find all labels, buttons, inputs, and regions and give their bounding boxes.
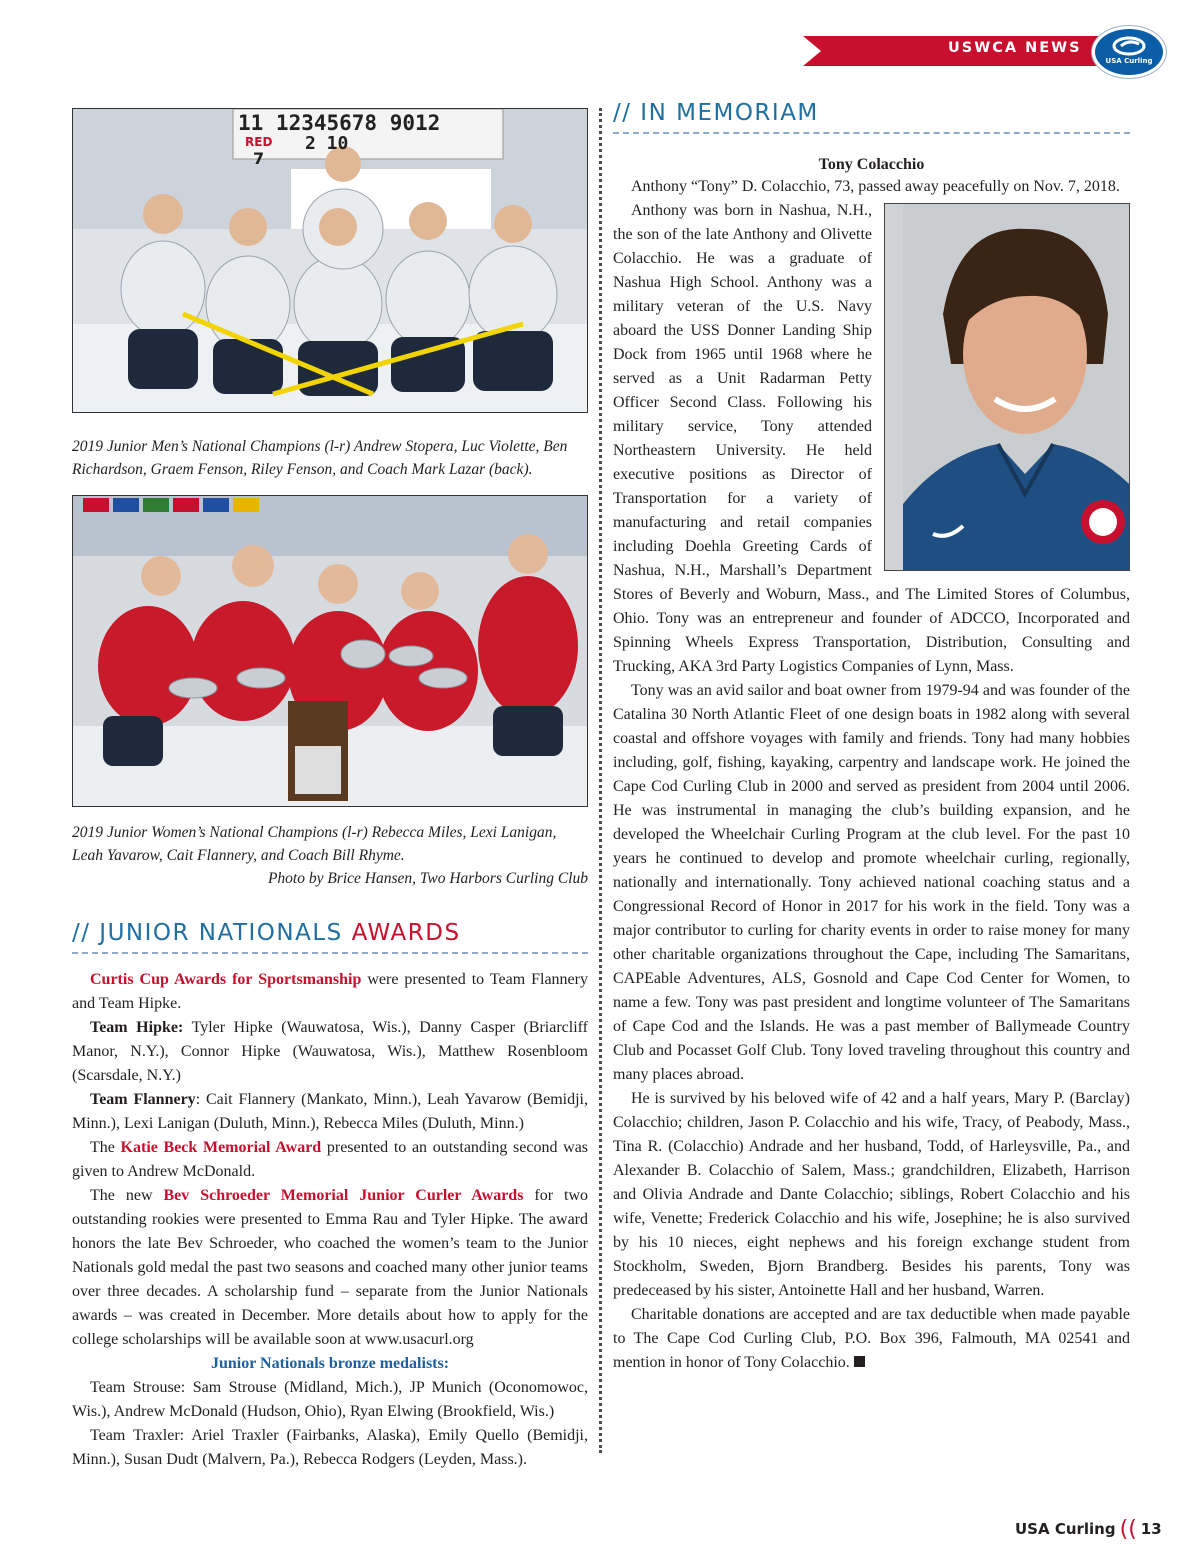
junior-men-caption: 2019 Junior Men’s National Champions (l-r) Andrew Stopera, Luc Violette, Ben Richardson, Graem Fenson, Riley Fenson, and Coach Mark Lazar (back). <box>72 438 568 478</box>
team-traxler-paragraph: Team Traxler: Ariel Traxler (Fairbanks, Alaska), Emily Quello (Bemidji, Minn.), Susan Dudt (Malvern, Pa.), Rebecca Rodgers (Leyden, Mass.). <box>72 1427 588 1468</box>
column-divider <box>599 108 602 1453</box>
section-label: USWCA NEWS <box>948 40 1082 56</box>
bronze-medalists-heading: Junior Nationals bronze medalists: <box>210 1355 450 1372</box>
left-column <box>72 108 588 1472</box>
curtis-cup-paragraph <box>72 968 588 1016</box>
tony-colacchio-portrait <box>884 203 1130 571</box>
obituary-paragraph-2 <box>613 199 1130 679</box>
curtis-cup-text: were presented to Team Flannery and Team Hipke. <box>72 971 588 1012</box>
in-memoriam-heading: // IN MEMORIAM <box>613 100 1130 134</box>
obituary-name: Tony Colacchio <box>818 156 925 173</box>
team-hipke-label: Team Hipke: <box>90 1019 184 1036</box>
team-flannery-paragraph <box>72 1088 588 1136</box>
page-number: 13 <box>1140 1520 1162 1538</box>
curtis-cup-label: Curtis Cup Awards for Sportsmanship <box>90 971 362 988</box>
junior-awards-text <box>72 968 588 1472</box>
junior-women-photo <box>72 495 588 807</box>
obituary-paragraph-4: He is survived by his beloved wife of 42 and a half years, Mary P. (Barclay) Colacchio; children, Jason P. Colacchio and his wife, Tracy, of Peabody, Mass., Tina R. (Colacchio) Andrade and her husband, Todd, of Harleysville, Pa., and Alexander B. Colacchio of Salem, Mass.; grandchildren, Elizabeth, Harrison and Olivia Andrade and Dante Colacchio; siblings, Robert Colacchio and his wife, Venette; Frederick Colacchio and his wife, Josephine; he is also survived by his 10 nieces, eight nephews and his foreign exchange student from Stockholm, Sweden, Bjorn Brandberg. Besides his parents, Tony was predeceased by his sister, Antoinette Hall and her husband, Warren. <box>613 1090 1130 1299</box>
obituary-text <box>613 175 1130 1375</box>
katie-beck-label: Katie Beck Memorial Award <box>120 1139 322 1156</box>
team-hipke-text: Tyler Hipke (Wauwatosa, Wis.), Danny Casper (Briarcliff Manor, N.Y.), Connor Hipke (Wauwatosa, Wis.), Matthew Rosenbloom (Scarsdale, N.Y.) <box>72 1019 589 1084</box>
page-footer <box>1015 1515 1162 1540</box>
bev-schroeder-text: for two outstanding rookies were presented to Emma Rau and Tyler Hipke. The award honors the late Bev Schroeder, who coached the women’s team to the Junior Nationals gold medal the past two seasons and coached many other junior teams over three decades. A scholarship fund – separate from the Junior Nationals awards – was created in December. More details about how to apply for the college scholarships will be available soon at www.usacurl.org <box>72 1187 589 1348</box>
obituary-paragraph-5 <box>613 1303 1130 1375</box>
footer-paren-icon: (( <box>1119 1517 1137 1542</box>
katie-beck-pre: The <box>90 1139 121 1156</box>
junior-nationals-heading <box>72 920 588 954</box>
obituary-paragraph-2-text: Anthony was born in Nashua, N.H., the son of the late Anthony and Olivette Colacchio. He was a graduate of Nashua High School. Anthony was a military veteran of the U.S. Navy aboard the USS Donner Landing Ship Dock from 1965 until 1968 where he served as a Unit Radarman Petty Officer Second Class. Following his military service, Tony attended Northeastern University. He held executive positions as Director of Transportation for a variety of manufacturing and retail companies including Doehla Greeting Cards of Nashua, N.H., Marshall’s Department Stores of Beverly and Woburn, Mass., and The Limited Stores of Columbus, Ohio. Tony was an entrepreneur and founder of ADCCO, Incorporated and Spinning Wheels Express Transportation, Distribution, Consulting and Trucking, AKA 3rd Party Logistics Companies of Lynn, Mass. <box>613 202 1130 675</box>
logo-text: USA Curling <box>1105 57 1153 65</box>
end-mark-icon <box>854 1356 865 1367</box>
katie-beck-text: presented to an outstanding second was given to Andrew McDonald. <box>72 1139 589 1180</box>
scoreboard-red-label: RED <box>245 135 273 149</box>
katie-beck-paragraph <box>72 1136 588 1184</box>
obituary-paragraph-3: Tony was an avid sailor and boat owner from 1979-94 and was founder of the Catalina 30 North Atlantic Fleet of one design boats in 1982 along with several coastal and offshore voyages with family and friends. Tony had many hobbies including, golf, fishing, kayaking, carpentry and landscape work. He joined the Cape Cod Curling Club in 2000 and served as president from 2004 until 2006. He was instrumental in managing the club’s building expansion, and he developed the Wheelchair Curling Program at the club level. For the past 10 years he continued to develop and promote wheelchair curling, regionally, nationally and internationally. Tony achieved national coaching status and a Congressional Record of Honor in 2017 for his work in the field. Tony was a major contributor to curling for charity events in order to raise money for many other charitable organizations throughout the Cape, including The Samaritans, CAPEable Adventures, ALS, Gosnold and Cape Cod Center for Women, to name a few. Tony was past president and longtime volunteer of The Samaritans of Cape Cod and the Islands. He was a past member of Ballymeade Country Club and Pocasset Golf Club. Tony loved traveling throughout this country and many places abroad. <box>613 682 1130 1083</box>
obituary-paragraph-5-text: Charitable donations are accepted and are tax deductible when made payable to The Cape Cod Curling Club, P.O. Box 396, Falmouth, MA 02541 and mention in honor of Tony Colacchio. <box>613 1306 1130 1371</box>
scoreboard-row: 2 10 <box>305 133 349 154</box>
bev-schroeder-label: Bev Schroeder Memorial Junior Curler Awards <box>163 1187 524 1204</box>
junior-heading-prefix: // JUNIOR NATIONALS <box>72 920 352 946</box>
team-strouse-paragraph: Team Strouse: Sam Strouse (Midland, Mich.), JP Munich (Oconomowoc, Wis.), Andrew McDonald (Hudson, Ohio), Ryan Elwing (Brookfield, Wis.) <box>72 1379 588 1420</box>
team-hipke-paragraph <box>72 1016 588 1088</box>
team-flannery-label: Team Flannery <box>90 1091 196 1108</box>
usa-curling-logo <box>1092 26 1166 78</box>
curling-stone-icon <box>1112 35 1146 57</box>
bev-schroeder-pre: The new <box>90 1187 164 1204</box>
junior-women-caption: 2019 Junior Women’s National Champions (l-r) Rebecca Miles, Lexi Lanigan, Leah Yavarow, Cait Flannery, and Coach Bill Rhyme. <box>72 824 557 864</box>
bev-schroeder-paragraph <box>72 1184 588 1352</box>
scoreboard-score: 7 <box>253 149 265 168</box>
junior-men-photo <box>72 108 588 413</box>
junior-heading-accent: AWARDS <box>351 920 461 946</box>
photo-credit: Photo by Brice Hansen, Two Harbors Curling Club <box>267 870 588 887</box>
publication-name: USA Curling <box>1015 1520 1116 1538</box>
right-column <box>613 100 1130 1375</box>
scoreboard-numbers: 11 12345678 9012 <box>238 111 441 135</box>
team-flannery-text: : Cait Flannery (Mankato, Minn.), Leah Yavarow (Bemidji, Minn.), Lexi Lanigan (Duluth, Minn.), Rebecca Miles (Duluth, Minn.) <box>72 1091 588 1132</box>
obituary-paragraph-1: Anthony “Tony” D. Colacchio, 73, passed away peacefully on Nov. 7, 2018. <box>631 178 1120 195</box>
